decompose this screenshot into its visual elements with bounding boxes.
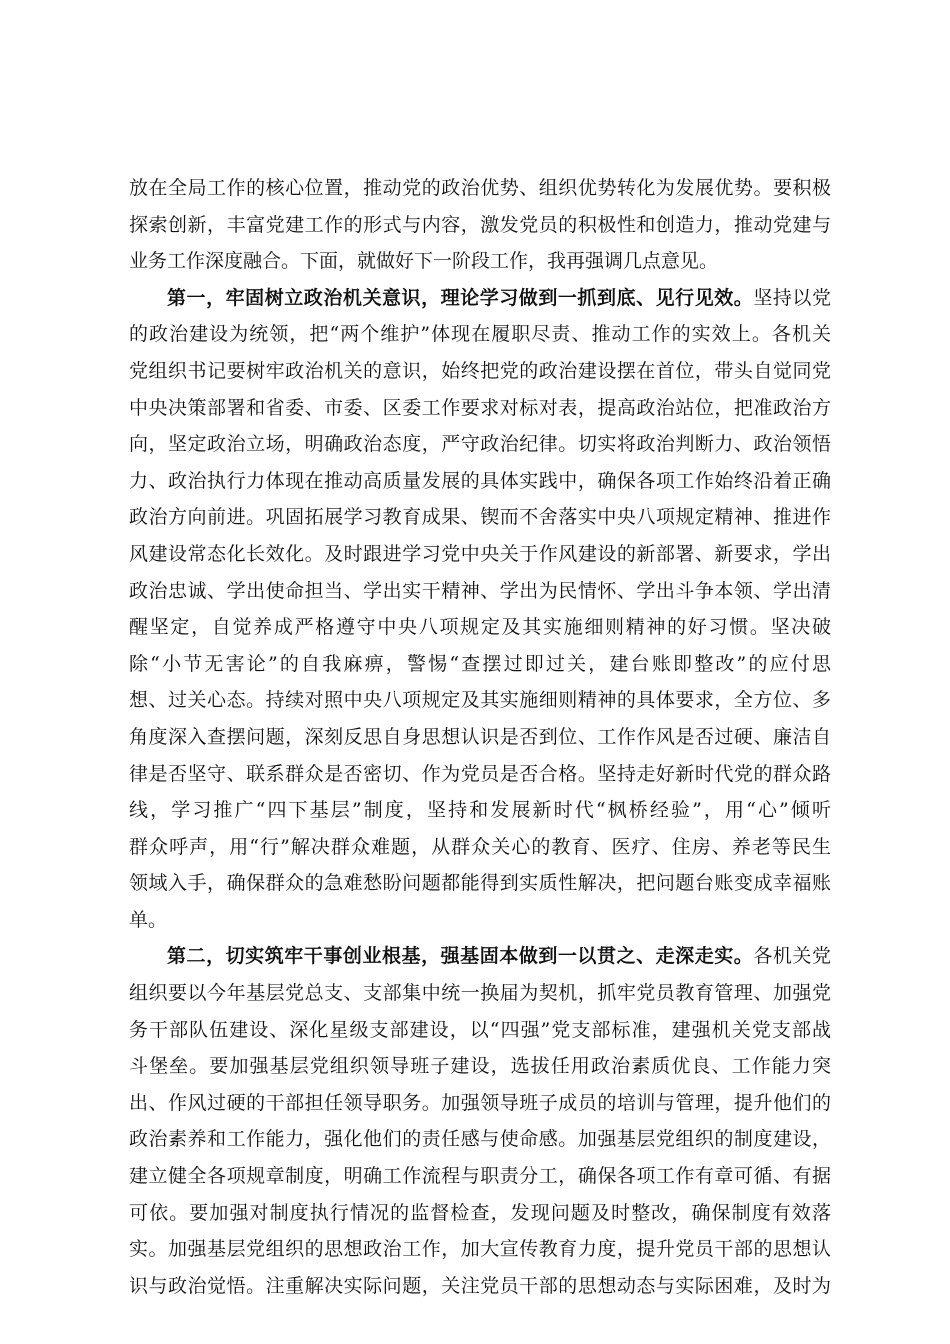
text-line: 风建设常态化长效化。及时跟进学习党中央关于作风建设的新部署、新要求，学出 [129,542,831,565]
text-line: 放在全局工作的核心位置，推动党的政治优势、组织优势转化为发展优势。要积极 [129,177,831,199]
text-line: 政治素养和工作能力，强化他们的责任感与使命感。加强基层党组织的制度建设， [129,1128,831,1151]
text-line: 务干部队伍建设、深化星级支部建设，以“四强”党支部标准，建强机关党支部战 [129,1018,831,1041]
paragraph-point-1 [129,280,831,939]
text-line: 斗堡垒。要加强基层党组织领导班子建设，选拔任用政治素质优良、工作能力突 [129,1055,831,1078]
text-line: 的政治建设为统领，把“两个维护”体现在履职尽责、推动工作的实效上。各机关 [129,323,831,346]
text-line: 党组织书记要树牢政治机关的意识，始终把党的政治建设摆在首位，带头自觉同党 [129,359,831,382]
text-line: 向，坚定政治立场，明确政治态度，严守政治纪律。切实将政治判断力、政治领悟 [129,433,831,456]
text-line: 出、作风过硬的干部担任领导职务。加强领导班子成员的培训与管理，提升他们的 [129,1091,831,1114]
text-line: 律是否坚守、联系群众是否密切、作为党员是否合格。坚持走好新时代党的群众路 [129,762,831,785]
text-fragment: 坚持以党 [753,286,831,309]
text-line: 醒坚定，自觉养成严格遵守中央八项规定及其实施细则精神的好习惯。坚决破 [129,616,831,639]
text-line: 领域入手，确保群众的急难愁盼问题都能得到实质性解决，把问题台账变成幸福账 [129,872,831,895]
text-line: 可依。要加强对制度执行情况的监督检查，发现问题及时整改，确保制度有效落 [129,1201,831,1224]
text-line: 建立健全各项规章制度，明确工作流程与职责分工，确保各项工作有章可循、有据 [129,1165,831,1188]
paragraph-first-line [129,280,831,317]
paragraph-point-2 [129,938,831,1304]
text-line: 识与政治觉悟。注重解决实际问题，关注党员干部的思想动态与实际困难，及时为 [129,1274,831,1297]
text-line: 中央决策部署和省委、市委、区委工作要求对标对表，提高政治站位，把准政治方 [129,396,831,419]
text-line: 线，学习推广“四下基层”制度，坚持和发展新时代“枫桥经验”，用“心”倾听 [129,799,831,822]
text-line: 业务工作深度融合。下面，就做好下一阶段工作，我再强调几点意见。 [129,250,719,273]
text-line: 角度深入查摆问题，深刻反思自身思想认识是否到位、工作作风是否过硬、廉洁自 [129,725,831,748]
point-2-heading: 第二，切实筑牢干事创业根基，强基固本做到一以贯之、走深走实。 [167,945,754,968]
text-line: 想、过关心态。持续对照中央八项规定及其实施细则精神的具体要求，全方位、多 [129,689,831,712]
text-fragment: 各机关党 [753,945,831,968]
paragraph-first-line [129,938,831,975]
text-line: 组织要以今年基层党总支、支部集中统一换届为契机，抓牢党员教育管理、加强党 [129,982,831,1005]
text-line: 实。加强基层党组织的思想政治工作，加大宣传教育力度，提升党员干部的思想认 [129,1238,831,1261]
document-page [129,170,831,1304]
text-line: 单。 [129,908,168,931]
text-line: 群众呼声，用“行”解决群众难题，从群众关心的教育、医疗、住房、养老等民生 [129,835,831,858]
point-1-heading: 第一，牢固树立政治机关意识，理论学习做到一抓到底、见行见效。 [167,286,754,309]
text-line: 政治方向前进。巩固拓展学习教育成果、锲而不舍落实中央八项规定精神、推进作 [129,506,831,529]
text-line: 力、政治执行力体现在推动高质量发展的具体实践中，确保各项工作始终沿着正确 [129,469,831,492]
text-line: 探索创新，丰富党建工作的形式与内容，激发党员的积极性和创造力，推动党建与 [129,213,831,236]
text-line: 除“小节无害论”的自我麻痹，警惕“查摆过即过关，建台账即整改”的应付思 [129,652,831,675]
text-line: 政治忠诚、学出使命担当、学出实干精神、学出为民情怀、学出斗争本领、学出清 [129,579,831,602]
paragraph-intro [129,170,831,280]
